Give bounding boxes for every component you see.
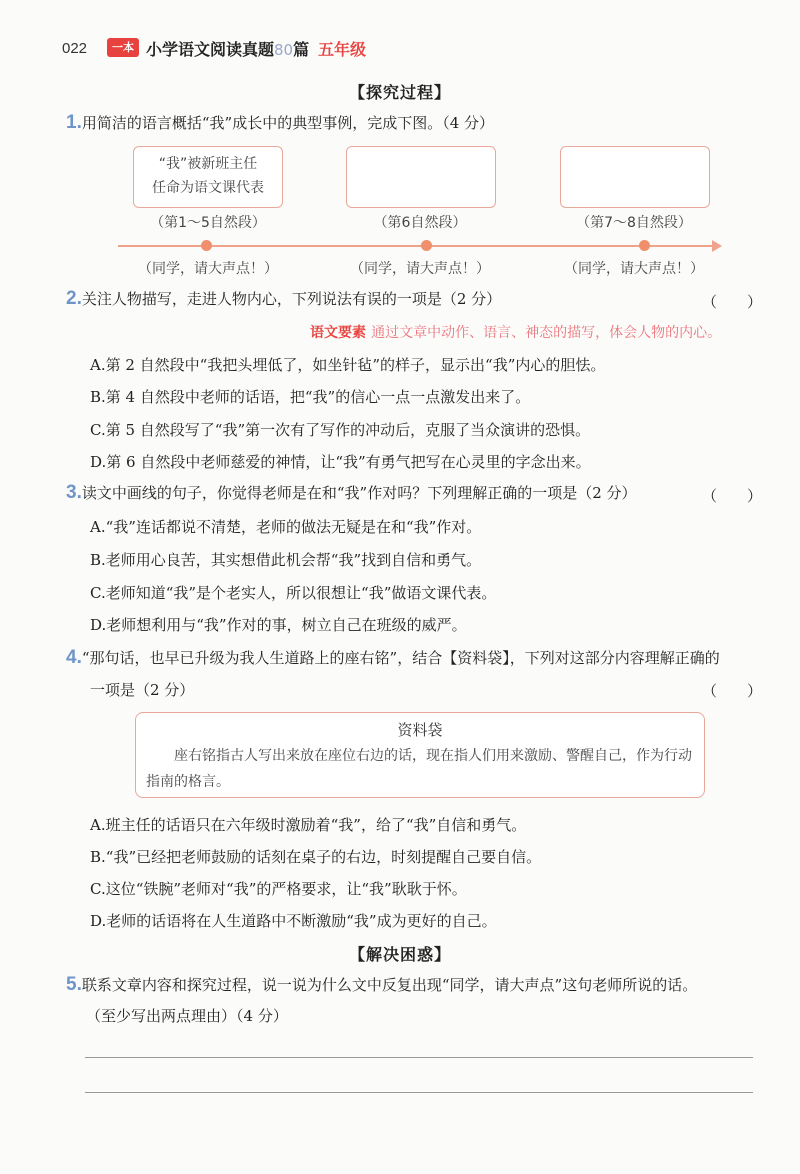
question-number: 1.: [66, 112, 82, 133]
question-text: 关注人物描写，走进人物内心，下列说法有误的一项是（2 分）: [81, 290, 502, 308]
q2-option-a[interactable]: A.第 2 自然段中“我把头埋低了，如坐针毡”的样子，显示出“我”内心的胆怯。: [90, 356, 606, 374]
box-2-label: （第6自然段）: [373, 215, 467, 231]
q2-option-b[interactable]: B.第 4 自然段中老师的话语，把“我”的信心一点一点激发出来了。: [90, 388, 531, 406]
timeline-dot-3: [639, 240, 650, 251]
language-element-text: 通过文章中动作、语言、神态的描写，体会人物的内心。: [371, 325, 722, 341]
question-text-line-1: “那句话，也早已升级为我人生道路上的座右铭”，结合【资料袋】，下列对这部分内容理解正确的: [81, 649, 720, 667]
box-3-label: （第7～8自然段）: [576, 215, 692, 231]
q3-option-c[interactable]: C.老师知道“我”是个老实人，所以很想让“我”做语文课代表。: [90, 584, 497, 602]
box-1-line-2: 任命为语文课代表: [152, 180, 264, 196]
q4-option-d[interactable]: D.老师的话语将在人生道路中不断激励“我”成为更好的自己。: [90, 912, 497, 930]
quote-3: （同学，请大声点！）: [564, 261, 704, 277]
info-box: [135, 712, 705, 798]
brand-badge: 一本: [107, 38, 139, 57]
q3-option-b[interactable]: B.老师用心良苦，其实想借此机会帮“我”找到自信和勇气。: [90, 551, 482, 569]
timeline-box-2-answer[interactable]: [346, 146, 496, 208]
q4-option-c[interactable]: C.这位“铁腕”老师对“我”的严格要求，让“我”耿耿于怀。: [90, 880, 467, 898]
question-text-line-1: 联系文章内容和探究过程，说一说为什么文中反复出现“同学，请大声点”这句老师所说的话。: [81, 976, 698, 994]
answer-line-2[interactable]: [85, 1092, 753, 1093]
timeline-dot-2: [421, 240, 432, 251]
q3-option-d[interactable]: D.老师想利用与“我”作对的事，树立自己在班级的威严。: [90, 616, 467, 634]
question-3: [66, 482, 637, 504]
book-count: 80: [274, 41, 294, 59]
info-box-text: 座右铭指古人写出来放在座位右边的话，现在指人们用来激励、警醒自己，作为行动指南的格言。: [146, 748, 692, 790]
book-title-text: 小学语文阅读真题: [146, 40, 275, 59]
box-1-line-1: “我”被新班主任: [158, 156, 258, 172]
question-4: [66, 647, 720, 669]
language-element-note: [310, 322, 721, 342]
quote-2: （同学，请大声点！）: [350, 261, 490, 277]
grade-label: 五年级: [318, 40, 367, 59]
answer-paren-q4[interactable]: （ ）: [702, 682, 763, 700]
question-number: 2.: [66, 288, 82, 309]
question-text-line-2: （至少写出两点理由）（4 分）: [86, 1007, 288, 1025]
section-title-solve: 【解决困惑】: [348, 945, 451, 964]
q3-option-a[interactable]: A.“我”连话都说不清楚，老师的做法无疑是在和“我”作对。: [90, 518, 482, 536]
question-1: [66, 112, 494, 134]
q4-option-b[interactable]: B.“我”已经把老师鼓励的话刻在桌子的右边，时刻提醒自己要自信。: [90, 848, 542, 866]
question-2: [66, 288, 501, 310]
answer-paren-q3[interactable]: （ ）: [702, 487, 763, 505]
question-number: 3.: [66, 482, 82, 503]
question-text: 读文中画线的句子，你觉得老师是在和“我”作对吗？下列理解正确的一项是（2 分）: [81, 484, 637, 502]
book-unit: 篇: [293, 40, 310, 59]
timeline-arrow-icon: [712, 240, 722, 252]
question-text: 用简洁的语言概括“我”成长中的典型事例，完成下图。（4 分）: [81, 114, 495, 132]
page-number: 022: [62, 40, 88, 57]
box-1-label: （第1～5自然段）: [150, 215, 266, 231]
q2-option-d[interactable]: D.第 6 自然段中老师慈爱的神情，让“我”有勇气把写在心灵里的字念出来。: [90, 453, 591, 471]
q2-option-c[interactable]: C.第 5 自然段写了“我”第一次有了写作的冲动后，克服了当众演讲的恐惧。: [90, 421, 591, 439]
question-5: [66, 974, 697, 996]
answer-line-1[interactable]: [85, 1057, 753, 1058]
question-number: 5.: [66, 974, 82, 995]
timeline-box-3-answer[interactable]: [560, 146, 710, 208]
answer-paren-q2[interactable]: （ ）: [702, 293, 763, 311]
q4-option-a[interactable]: A.班主任的话语只在六年级时激励着“我”，给了“我”自信和勇气。: [90, 816, 527, 834]
question-number: 4.: [66, 647, 82, 668]
info-box-title: 资料袋: [397, 721, 443, 739]
section-title-explore: 【探究过程】: [348, 83, 451, 102]
timeline-box-1: [133, 146, 283, 208]
timeline-dot-1: [201, 240, 212, 251]
language-element-tag: 语文要素: [310, 325, 366, 341]
question-text-line-2: 一项是（2 分）: [90, 681, 195, 699]
quote-1: （同学，请大声点！）: [138, 261, 278, 277]
book-title: [146, 37, 309, 60]
